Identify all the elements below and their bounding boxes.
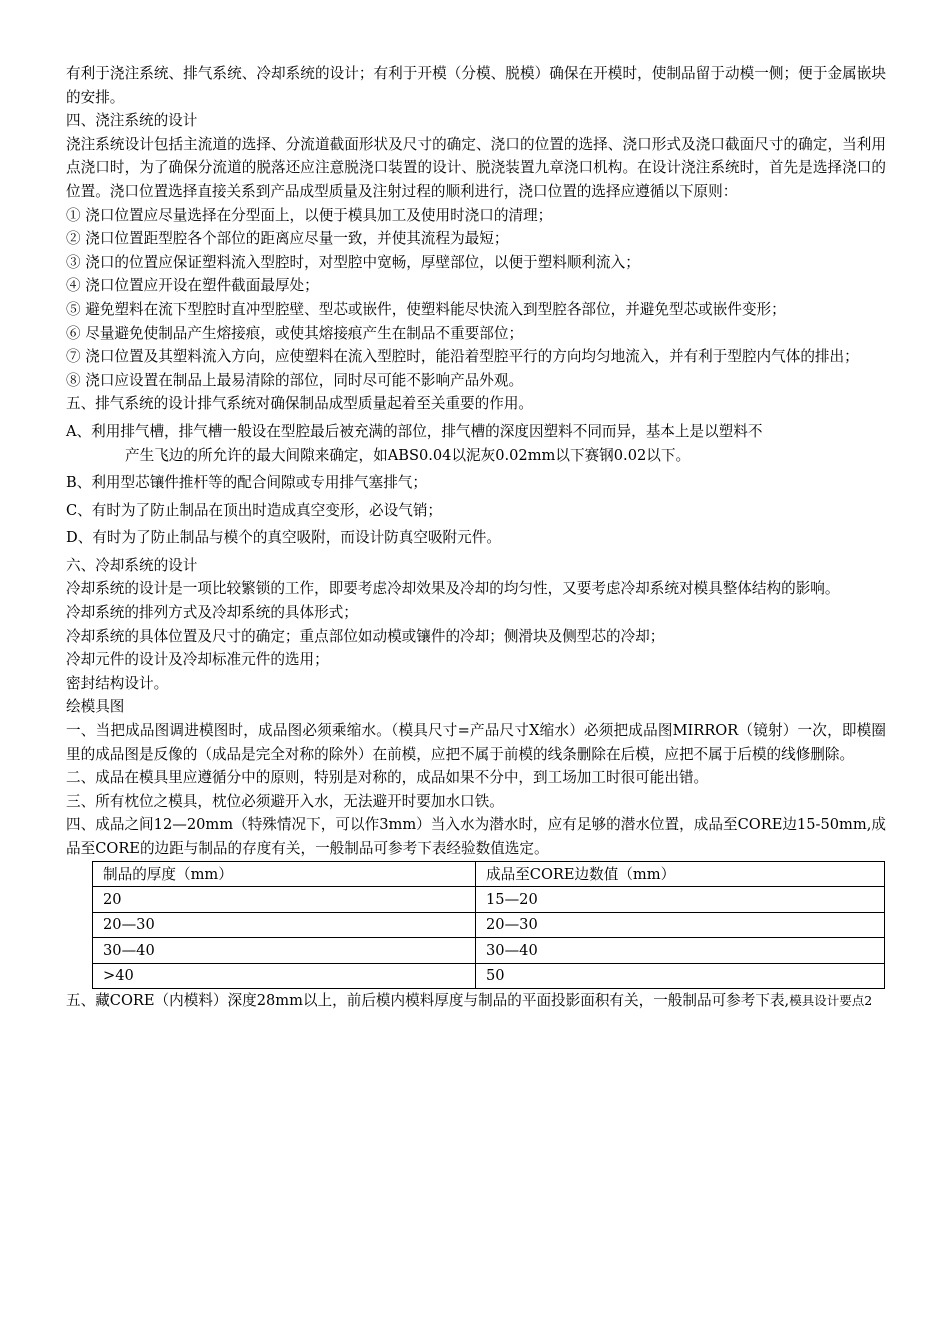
table-cell: 30—40 bbox=[93, 938, 476, 964]
document-page bbox=[66, 62, 886, 1013]
table-row bbox=[93, 963, 885, 989]
table-header-cell: 成品至CORE边数值（mm） bbox=[476, 861, 885, 887]
table-cell: 20 bbox=[93, 887, 476, 913]
paragraph: 一、当把成品图调进模图时，成品图必须乘缩水。（模具尺寸=产品尺寸X缩水）必须把成品图MIRROR（镜射）一次，即模圈里的成品图是反像的（成品是完全对称的除外）在前模，应把不属于前模的线条删除在后模，应把不属于后模的线修删除。 bbox=[66, 722, 886, 763]
paragraph: 冷却元件的设计及冷却标准元件的选用； bbox=[66, 651, 329, 669]
section-heading-exhaust: 五、排气系统的设计排气系统对确保制品成型质量起着至关重要的作用。 bbox=[66, 395, 534, 413]
list-item: ⑤ 避免塑料在流下型腔时直冲型腔壁、型芯或嵌件，使塑料能尽快流入到型腔各部位，并避免型芯或嵌件变形； bbox=[66, 300, 786, 318]
document-footer-title: 模具设计要点2 bbox=[789, 993, 873, 1009]
paragraph-last bbox=[66, 989, 886, 1013]
exhaust-item-a: A、利用排气槽，排气槽一般设在型腔最后被充满的部位，排气槽的深度因塑料不同而异，基本上是以塑料不 bbox=[66, 422, 763, 440]
paragraph: 密封结构设计。 bbox=[66, 674, 169, 692]
experience-table bbox=[92, 861, 885, 990]
table-cell: 30—40 bbox=[476, 938, 885, 964]
table-row bbox=[93, 887, 885, 913]
list-item: ⑧ 浇口应设置在制品上最易清除的部位，同时尽可能不影响产品外观。 bbox=[66, 371, 524, 389]
paragraph: 冷却系统的设计是一项比较繁锁的工作，即要考虑冷却效果及冷却的均匀性，又要考虑冷却系统对模具整体结构的影响。 bbox=[66, 580, 840, 598]
list-item: ⑦ 浇口位置及其塑料流入方向，应使塑料在流入型腔时，能沿着型腔平行的方向均匀地流入，并有利于型腔内气体的排出； bbox=[66, 348, 859, 366]
section-heading-gating: 四、浇注系统的设计 bbox=[66, 112, 198, 130]
paragraph: 冷却系统的排列方式及冷却系统的具体形式； bbox=[66, 604, 358, 622]
table-row bbox=[93, 938, 885, 964]
table-cell: 15—20 bbox=[476, 887, 885, 913]
section-heading-cooling: 六、冷却系统的设计 bbox=[66, 556, 198, 574]
paragraph: 冷却系统的具体位置及尺寸的确定；重点部位如动模或镶件的冷却；侧滑块及侧型芯的冷却； bbox=[66, 627, 665, 645]
paragraph: 浇注系统设计包括主流道的选择、分流道截面形状及尺寸的确定、浇口的位置的选择、浇口形式及浇口截面尺寸的确定，当利用点浇口时，为了确保分流道的脱落还应注意脱浇口装置的设计、脱浇装置九章浇口机构。在设计浇注系统时，首先是选择浇口的位置。浇口位置选择直接关系到产品成型质量及注射过程的顺利进行，浇口位置的选择应遵循以下原则： bbox=[66, 135, 886, 200]
paragraph: 三、所有枕位之模具，枕位必须避开入水，无法避开时要加水口铁。 bbox=[66, 792, 504, 810]
section-heading-drawing: 绘模具图 bbox=[66, 698, 125, 716]
list-item: ① 浇口位置应尽量选择在分型面上，以便于模具加工及使用时浇口的清理； bbox=[66, 206, 553, 224]
exhaust-item-d: D、有时为了防止制品与模个的真空吸附，而设计防真空吸附元件。 bbox=[66, 529, 501, 547]
list-item: ④ 浇口位置应开设在塑件截面最厚处； bbox=[66, 277, 319, 295]
list-item: ⑥ 尽量避免使制品产生熔接痕，或使其熔接痕产生在制品不重要部位； bbox=[66, 324, 524, 342]
table-row bbox=[93, 912, 885, 938]
list-item: ② 浇口位置距型腔各个部位的距离应尽量一致，并使其流程为最短； bbox=[66, 230, 509, 248]
table-header-row bbox=[93, 861, 885, 887]
table-cell: 20—30 bbox=[476, 912, 885, 938]
exhaust-item-a-continued: 产生飞边的所允许的最大间隙来确定，如ABS0.04以泥灰0.02mm以下赛钢0.02以下。 bbox=[125, 446, 691, 464]
table-cell: >40 bbox=[93, 963, 476, 989]
exhaust-item-c: C、有时为了防止制品在顶出时造成真空变形，必设气销； bbox=[66, 501, 443, 519]
table-cell: 20—30 bbox=[93, 912, 476, 938]
table-cell: 50 bbox=[476, 963, 885, 989]
list-item: ③ 浇口的位置应保证塑料流入型腔时，对型腔中宽畅，厚壁部位，以便于塑料顺利流入； bbox=[66, 253, 640, 271]
paragraph: 二、成品在模具里应遵循分中的原则，特别是对称的，成品如果不分中，到工场加工时很可能出错。 bbox=[66, 769, 709, 787]
paragraph: 有利于浇注系统、排气系统、冷却系统的设计；有利于开模（分模、脱模）确保在开模时，使制品留于动模一侧；便于金属嵌块的安排。 bbox=[66, 65, 886, 106]
exhaust-item-b: B、利用型芯镶件推杆等的配合间隙或专用排气塞排气； bbox=[66, 474, 427, 492]
last-text: 五、藏CORE（内模料）深度28mm以上，前后模内模料厚度与制品的平面投影面积有关，一般制品可参考下表, bbox=[66, 992, 790, 1010]
table-header-cell: 制品的厚度（mm） bbox=[93, 861, 476, 887]
paragraph: 四、成品之间12—20mm（特殊情况下，可以作3mm）当入水为潜水时，应有足够的潜水位置，成品至CORE边15-50mm,成品至CORE的边距与制品的存度有关，一般制品可参考下表经验数值选定。 bbox=[66, 816, 886, 857]
